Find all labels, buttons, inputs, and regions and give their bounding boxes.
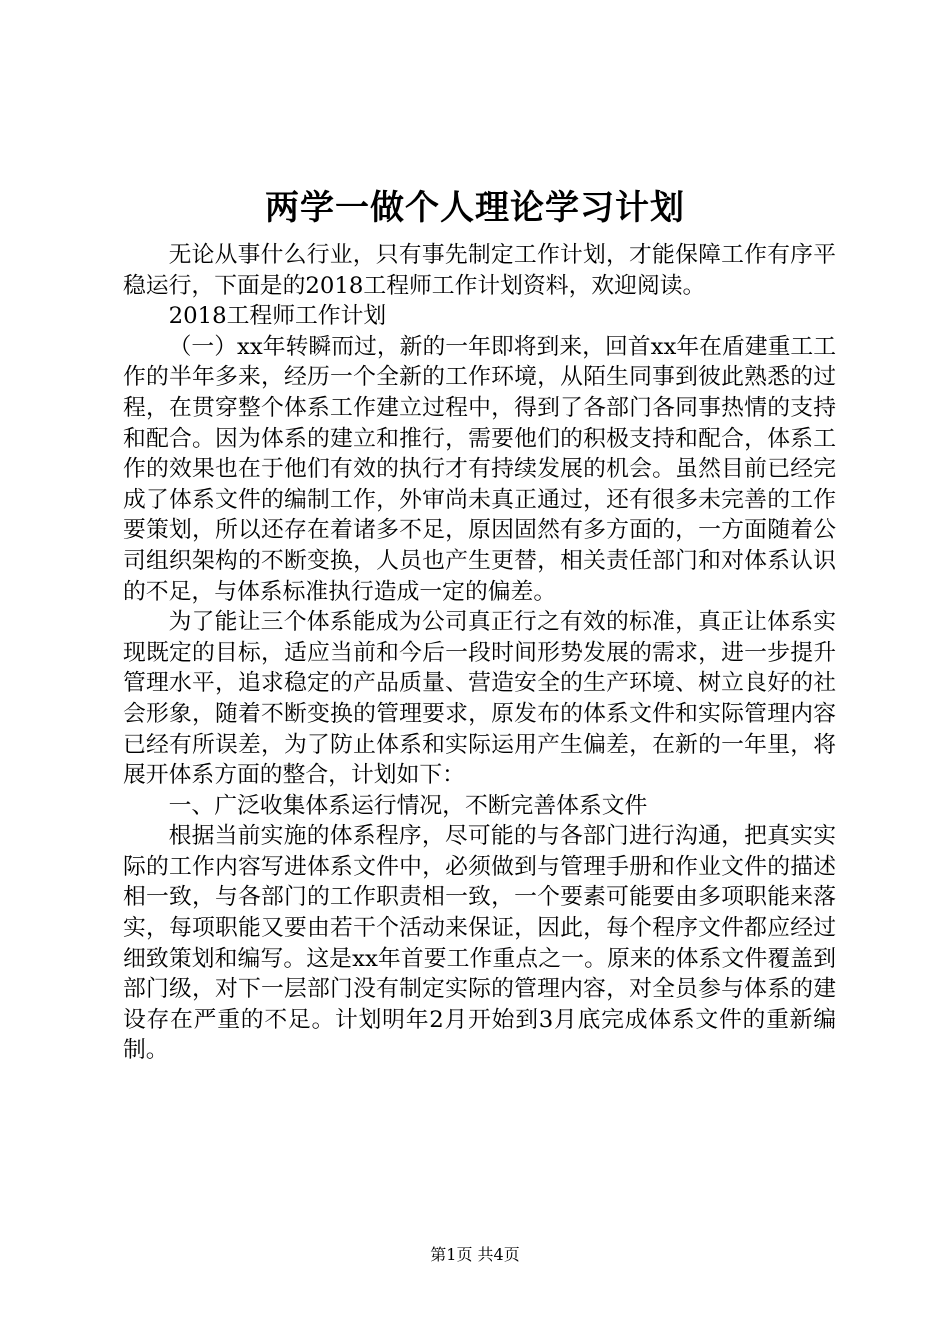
paragraph-section-heading: 一、广泛收集体系运行情况，不断完善体系文件 xyxy=(168,792,648,819)
page-indicator: 第1页 共4页 xyxy=(430,1245,520,1264)
document-body xyxy=(123,240,836,1066)
paragraph-intro: 无论从事什么行业，只有事先制定工作计划，才能保障工作有序平稳运行，下面是的2018工程师工作计划资料，欢迎阅读。 xyxy=(123,242,836,299)
document-title: 两学一做个人理论学习计划 xyxy=(265,188,685,228)
paragraph-subheading: 2018工程师工作计划 xyxy=(168,303,387,330)
paragraph-review: （一）xx年转瞬而过，新的一年即将到来，回首xx年在盾建重工工作的半年多来，经历一个全新的工作环境，从陌生同事到彼此熟悉的过程，在贯穿整个体系工作建立过程中，得到了各部门各同事热情的支持和配合。因为体系的建立和推行，需要他们的积极支持和配合，体系工作的效果也在于他们有效的执行才有持续发展的机会。虽然目前已经完成了体系文件的编制工作，外审尚未真正通过，还有很多未完善的工作要策划，所以还存在着诸多不足，原因固然有多方面的，一方面随着公司组织架构的不断变换，人员也产生更替，相关责任部门和对体系认识的不足，与体系标准执行造成一定的偏差。 xyxy=(123,333,836,605)
paragraph-goals: 为了能让三个体系能成为公司真正行之有效的标准，真正让体系实现既定的目标，适应当前和今后一段时间形势发展的需求，进一步提升管理水平，追求稳定的产品质量、营造安全的生产环境、树立良好的社会形象，随着不断变换的管理要求，原发布的体系文件和实际管理内容已经有所误差，为了防止体系和实际运用产生偏差，在新的一年里，将展开体系方面的整合，计划如下： xyxy=(123,609,836,789)
paragraph-section-content: 根据当前实施的体系程序，尽可能的与各部门进行沟通，把真实实际的工作内容写进体系文件中，必须做到与管理手册和作业文件的描述相一致，与各部门的工作职责相一致，一个要素可能要由多项职能来落实，每项职能又要由若干个活动来保证，因此，每个程序文件都应经过细致策划和编写。这是xx年首要工作重点之一。原来的体系文件覆盖到部门级，对下一层部门没有制定实际的管理内容，对全员参与体系的建设存在严重的不足。计划明年2月开始到3月底完成体系文件的重新编制。 xyxy=(123,823,836,1064)
